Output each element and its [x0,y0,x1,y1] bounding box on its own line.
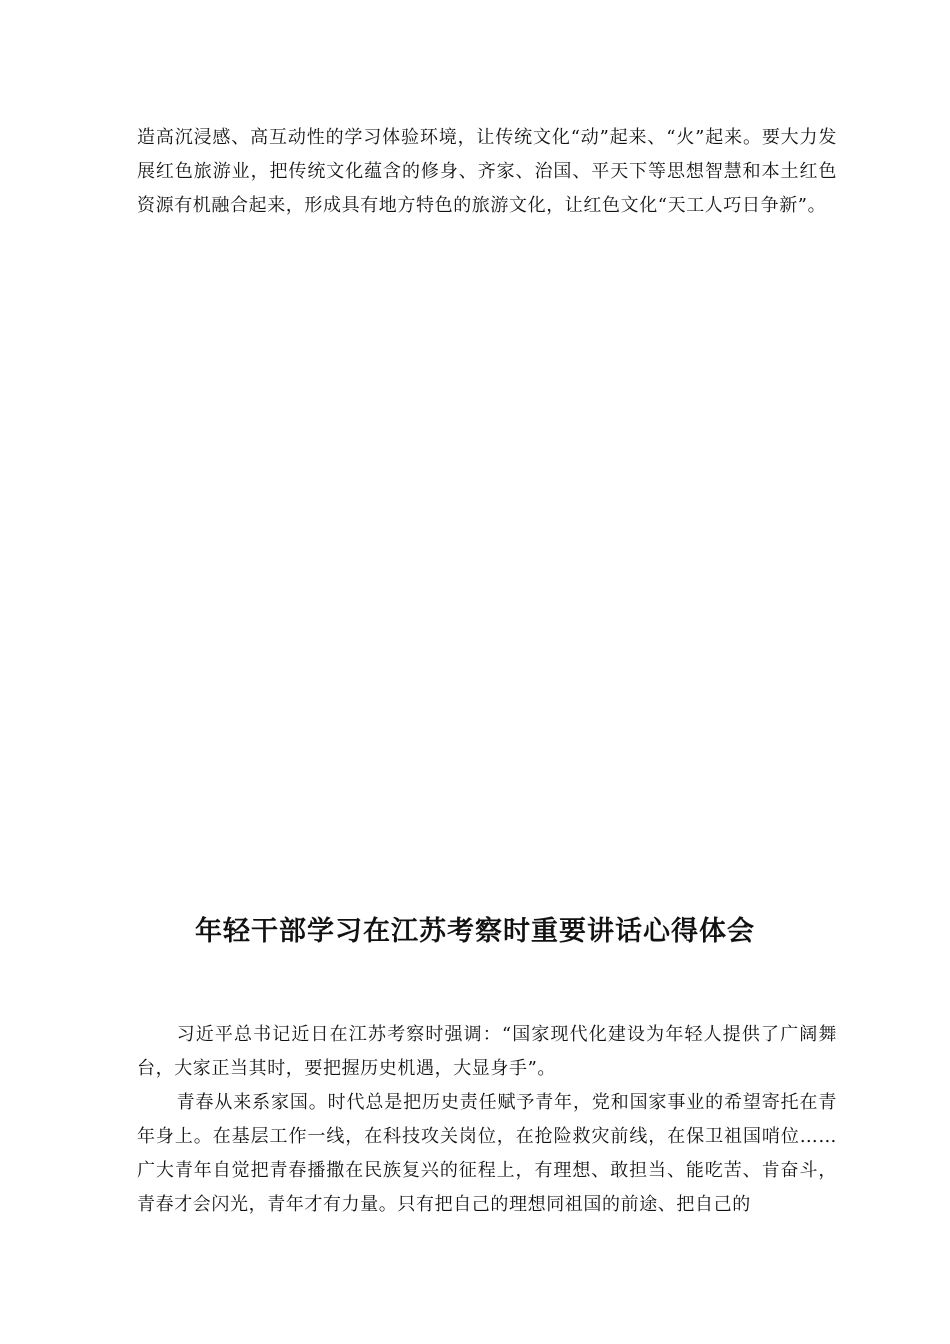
article-paragraph-2: 青春从来系家国。时代总是把历史责任赋予青年，党和国家事业的希望寄托在青年身上。在基层工作一线，在科技攻关岗位，在抢险救灾前线，在保卫祖国哨位……广大青年自觉把青春播撒在民族复兴的征程上，有理想、敢担当、能吃苦、肯奋斗，青春才会闪光，青年才有力量。只有把自己的理想同祖国的前途、把自己的 [137,1092,837,1215]
article-body [137,1018,837,1222]
continued-paragraph: 造高沉浸感、高互动性的学习体验环境，让传统文化“动”起来、“火”起来。要大力发展红色旅游业，把传统文化蕴含的修身、齐家、治国、平天下等思想智慧和本土红色资源有机融合起来，形成具有地方特色的旅游文化，让红色文化“天工人巧日争新”。 [137,127,837,216]
continued-text-block [137,121,837,223]
article-paragraph-1: 习近平总书记近日在江苏考察时强调：“国家现代化建设为年轻人提供了广阔舞台，大家正当其时，要把握历史机遇，大显身手”。 [137,1024,837,1079]
article-title: 年轻干部学习在江苏考察时重要讲话心得体会 [195,916,755,947]
